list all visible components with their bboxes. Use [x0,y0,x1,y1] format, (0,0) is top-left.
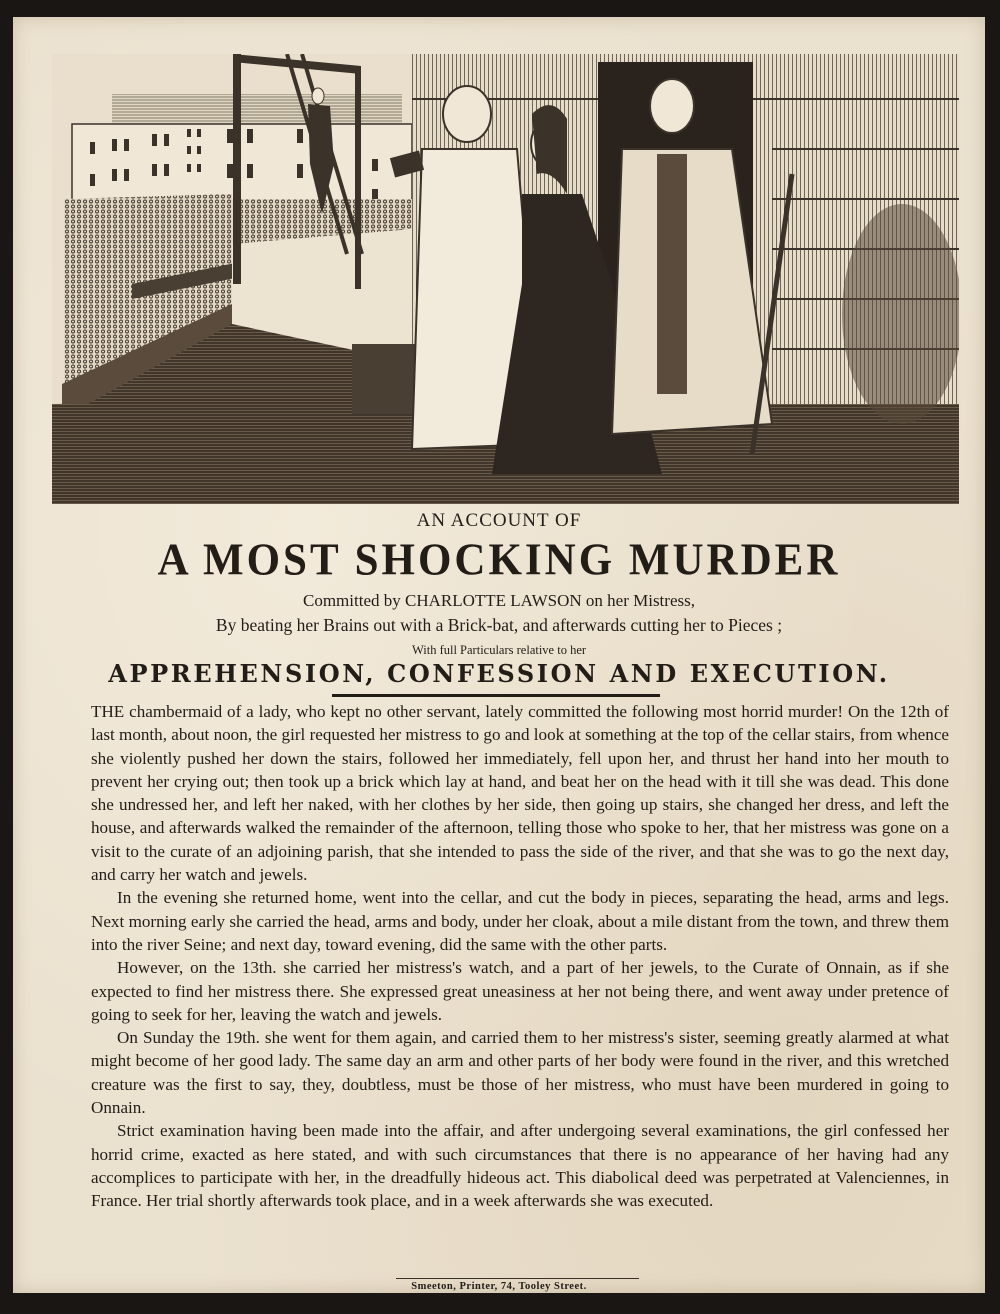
paragraph-1: THE chambermaid of a lady, who kept no other servant, lately committed the following most horrid murder! On the 12th of last month, about noon, the girl requested her mistress to go and look at something at the top of the cellar stairs, from whence she violently pushed her down the stairs, followed her immediately, fell upon her, and thrust her hand into her mouth to prevent her crying out; then took up a brick which lay at hand, and beat her on the head with it till she was dead. This done she undressed her, and left her naked, with her clothes by her side, then going up stairs, she changed her dress, and left the house, and afterwards walked the remainder of the afternoon, telling those who spoke to her, that her mistress was gone on a visit to the curate of an adjoining parish, that she intended to pass the side of the river, and that she was to go the next day, and carry her watch and jewels. [91,702,949,885]
broadside-sheet [13,17,985,1293]
paragraph-5: Strict examination having been made into the affair, and after undergoing several examinations, the girl confessed her horrid crime, exacted as here stated, and with such circumstances that there is no appearance of her having had any accomplices to participate with her, in the dreadfully hideous act. This diabolical deed was perpetrated at Valenciennes, in France. Her trial shortly afterwards took place, and in a week afterwards she was executed. [91,1121,949,1211]
paragraph-2: In the evening she returned home, went into the cellar, and cut the body in pieces, separating the head, arms and legs. Next morning early she carried the head, arms and body, under her cloak, about a mile distant from the town, and threw them into the river Seine; and next day, toward evening, did the same with the other parts. [91,888,949,954]
heading-divider [332,694,660,697]
subtitle-committed-by: Committed by CHARLOTTE LAWSON on her Mistress, [303,591,695,610]
woodcut-illustration-icon [52,54,959,504]
main-title: A MOST SHOCKING MURDER [157,535,841,586]
section-heading: APPREHENSION, CONFESSION AND EXECUTION. [108,659,890,688]
article-body [91,700,949,1213]
woodcut-execution-scene-image [52,54,959,504]
subtitle-particulars: With full Particulars relative to her [411,643,587,657]
printer-imprint: Smeeton, Printer, 74, Tooley Street. [411,1281,587,1292]
kicker-line: AN ACCOUNT OF [416,510,582,531]
paragraph-3: However, on the 13th. she carried her mistress's watch, and a part of her jewels, to the Curate of Onnain, as if she expected to find her mistress there. She expressed great uneasiness at her not being there, and went away under pretence of going to seek for her, leaving the watch and jewels. [91,958,949,1024]
paragraph-4: On Sunday the 19th. she went for them again, and carried them to her mistress's sister, seeming greatly alarmed at what might become of her good lady. The same day an arm and other parts of her body were found in the river, and this wretched creature was the first to say, they, doubtless, must be those of her mistress, who must have been murdered in going to Onnain. [91,1028,949,1118]
imprint-divider [396,1278,639,1279]
subtitle-method: By beating her Brains out with a Brick-bat, and afterwards cutting her to Pieces ; [215,615,783,635]
